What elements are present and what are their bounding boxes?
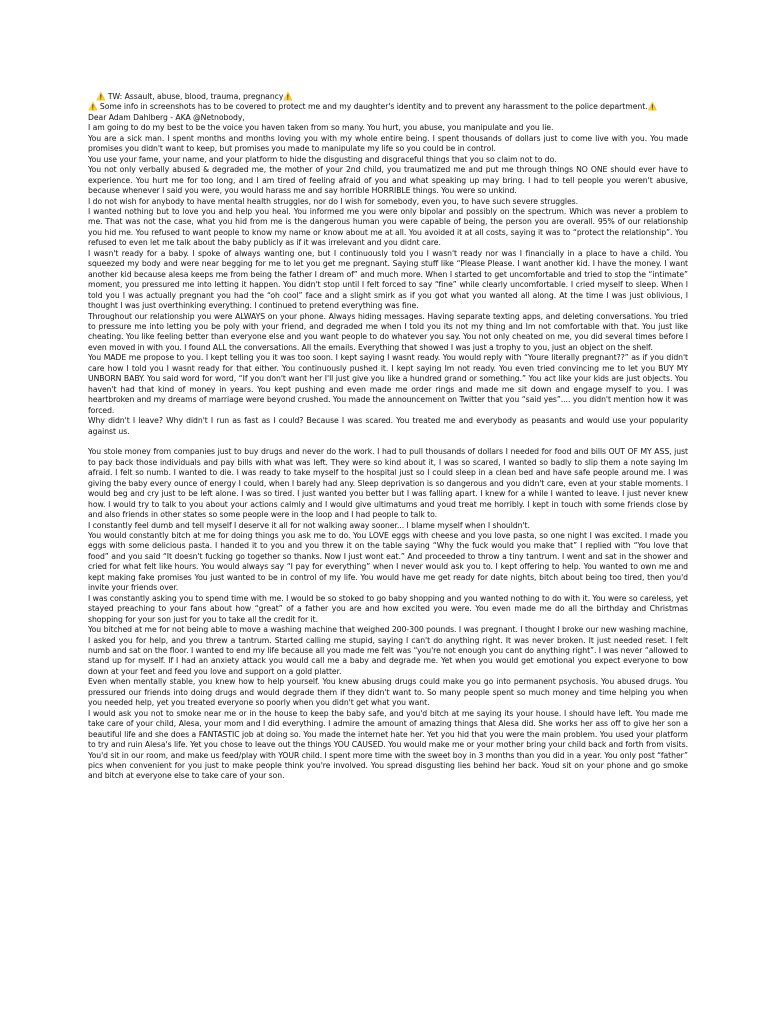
paragraph: You stole money from companies just to buy drugs and never do the work. I had to pull thousands of dollars I needed for food and bills OUT OF MY ASS, just to pay back those individuals and pay bills with what was left. They were so kind about it, I was so scared, I wanted so badly to slip them a note saying Im afraid. I felt so numb. I wanted to die. I was ready to take myself to the hospital just so I could sleep in a clean bed and have safe people around me. I was giving the baby every ounce of energy I could, when I barely had any. Sleep deprivation is so dangerous and you didn't care, even at your stable moments. I would beg and cry just to be left alone. I was so tired. I just wanted you better but I was falling apart. I knew for a while I wanted to leave. I just never knew how. I would try to talk to you about your actions calmly and I would give ultimatums and youd treat me horribly. I kept in touch with some friends close by and also friends in other states so some people were in the loop and I had people to talk to. <box>88 447 688 520</box>
paragraph: I would ask you not to smoke near me or in the house to keep the baby safe, and you'd bitch at me saying its your house. I should have left. You made me take care of your child, Alesa, your mom and I did everything. I admire the amount of amazing things that Alesa did. She works her ass off to give her son a beautiful life and she does a FANTASTIC job at doing so. You made the internet hate her. Yet you hid that you were the main problem. You used your platform to try and ruin Alesa's life. Yet you chose to leave out the things YOU CAUSED. You would make me or your mother bring your child back and forth from visits. You'd sit in our room, and make us feed/play with YOUR child. I spent more time with the sweet boy in 3 months than you did in a year. You only post “father” pics when convenient for you just to make people think you're involved. You spread disgusting lies behind her back. Youd sit on your phone and go smoke and bitch at everyone else to take care of your son. <box>88 708 688 781</box>
trigger-warning: ⚠️ TW: Assault, abuse, blood, trauma, pregnancy⚠️ <box>96 92 293 101</box>
paragraph: I wasn't ready for a baby. I spoke of always wanting one, but I continuously told you I wasn't ready nor was I financially in a place to have a child. You squeezed my body and were near begging for me to let you get me pregnant. Saying stuff like “Please Please. I want another kid. I have the money. I want another kid because alesa keeps me from being the father I dream of” and much more. When I started to get uncomfortable and tried to stop the “intimate” moment, you pressured me into letting it happen. You didn't stop until I felt forced to say “fine” while clearly uncomfortable. I cried myself to sleep. When I told you I was actually pregnant you had the “oh cool” face and a slight smirk as if you got what you wanted all along. At the time I was just oblivious, I thought I was just overthinking everything. I continued to pretend everything was fine. <box>88 248 688 311</box>
paragraph: I constantly feel dumb and tell myself I deserve it all for not walking away sooner... I blame myself when I shouldn't. <box>88 520 530 530</box>
paragraph: Why didn't I leave? Why didn't I run as fast as I could? Because I was scared. You treated me and everybody as peasants and would use your popularity against us. <box>88 416 688 436</box>
paragraph: Throughout our relationship you were ALWAYS on your phone. Always hiding messages. Having separate texting apps, and deleting conversations. You tried to pressure me into letting you be poly with your friend, and degraded me when I told you its not my thing and Im not comfortable with that. You just like cheating. You like feeling better than everyone else and you want people to do whatever you say. You not only cheated on me, you did several times before I even moved in with you. I found ALL the conversations. All the emails. Everything that showed I was just a trophy to you, just an object on the shelf. <box>88 311 688 352</box>
privacy-notice: ⚠️ Some info in screenshots has to be covered to protect me and my daughter's identity and to prevent any harassment to the police department.⚠️ <box>88 102 658 112</box>
greeting: Dear Adam Dahlberg - AKA @Netnobody, <box>88 112 245 122</box>
paragraph: You are a sick man. I spent months and months loving you with my whole entire being. I spent thousands of dollars just to come live with you. You made promises you didn't want to keep, but promises you made to manipulate my life so you could be in control. <box>88 133 688 154</box>
paragraph: I do not wish for anybody to have mental health struggles, nor do I wish for somebody, even you, to have such severe struggles. <box>88 196 579 206</box>
paragraph: You MADE me propose to you. I kept telling you it was too soon. I kept saying I wasnt ready. You would reply with “Youre literally pregnant??” as if you didn't care how I told you I wasnt ready for that either. You continuously pushed it. I kept saying Im not ready. You even tried convincing me to let you BUY MY UNBORN BABY. You said word for word, “If you don't want her I'll just give you like a hundred grand or something.” You act like your kids are just objects. You haven't had that kind of money in years. You kept pushing and even made me order rings and made me sit down and engage myself to you. I was heartbroken and my dreams of marriage were beyond crushed. You made the announcement on Twitter that you “said yes”.... you didn't mention how it was forced. <box>88 353 688 415</box>
paragraph: You not only verbally abused & degraded me, the mother of your 2nd child, you traumatized me and put me through things NO ONE should ever have to experience. You hurt me for too long, and I am tired of feeling afraid of you and what speaking up may bring. I had to tell people you weren't abusive, because whenever I said you were, you would harass me and say horrible HORRIBLE things. You were so unkind. <box>88 165 688 196</box>
paragraph: I wanted nothing but to love you and help you heal. You informed me you were only bipolar and possibly on the spectrum. Which was never a problem to me. That was not the case, what you hid from me is the dangerous human you were capable of being, the person you are overall. 95% of our relationship you hid me. You refused to want people to know my name or know about me at all. You avoided it at all costs, saying it was to “protect the relationship”. You refused to even let me talk about the baby publicly as if it was irrelevant and you didnt care. <box>88 206 688 248</box>
letter-document <box>88 92 688 782</box>
paragraph-break <box>88 437 688 447</box>
paragraph: You bitched at me for not being able to move a washing machine that weighed 200-300 pounds. I was pregnant. I thought I broke our new washing machine, I asked you for help, and you threw a tantrum. Started calling me stupid, saying I can't do anything right. It was never broken. It just needed reset. I felt numb and sat on the floor. I wanted to end my life because all you made me felt was “you're not enough you cant do anything right”. I was never “allowed to stand up for myself. If I had an anxiety attack you would call me a baby and degrade me. Yet when you would get emotional you expect everyone to bow down at your feet and feed you love and support on a gold platter. <box>88 625 688 676</box>
paragraph: Even when mentally stable, you knew how to help yourself. You knew abusing drugs could make you go into permanent psychosis. You abused drugs. You pressured our friends into doing drugs and would degrade them if they didn't want to. So many people spent so much money and time helping you when you needed help, yet you treated everyone so poorly when you didn't get what you want. <box>88 677 688 708</box>
paragraph: I was constantly asking you to spend time with me. I would be so stoked to go baby shopping and you wanted nothing to do with it. You were so careless, yet stayed preaching to your fans about how “great” of a father you are and how excited you were. You even made me do all the birthday and Christmas shopping for your son just for you to take all the credit for it. <box>88 593 688 624</box>
paragraph: You would constantly bitch at me for doing things you ask me to do. You LOVE eggs with cheese and you love pasta, so one night I was excited. I made you eggs with some delicious pasta. I handed it to you and you threw it on the table saying “Why the fuck would you make that” I replied with “You love that food” and you said “It doesn't fucking go together so thanks. Now I just wont eat.” And proceeded to throw a tiny tantrum. I went and sat in the shower and cried for what felt like hours. You would always say “I pay for everything” when I never would ask you to. I kept offering to help. You wanted to own me and kept making fake promises You just wanted to be in control of my life. You would have me get ready for date nights, bitch about being too tired, then you'd invite your friends over. <box>88 531 688 593</box>
paragraph: You use your fame, your name, and your platform to hide the disgusting and disgraceful things that you so claim not to do. <box>88 154 557 164</box>
paragraph: I am going to do my best to be the voice you haven taken from so many. You hurt, you abuse, you manipulate and you lie. <box>88 123 554 133</box>
